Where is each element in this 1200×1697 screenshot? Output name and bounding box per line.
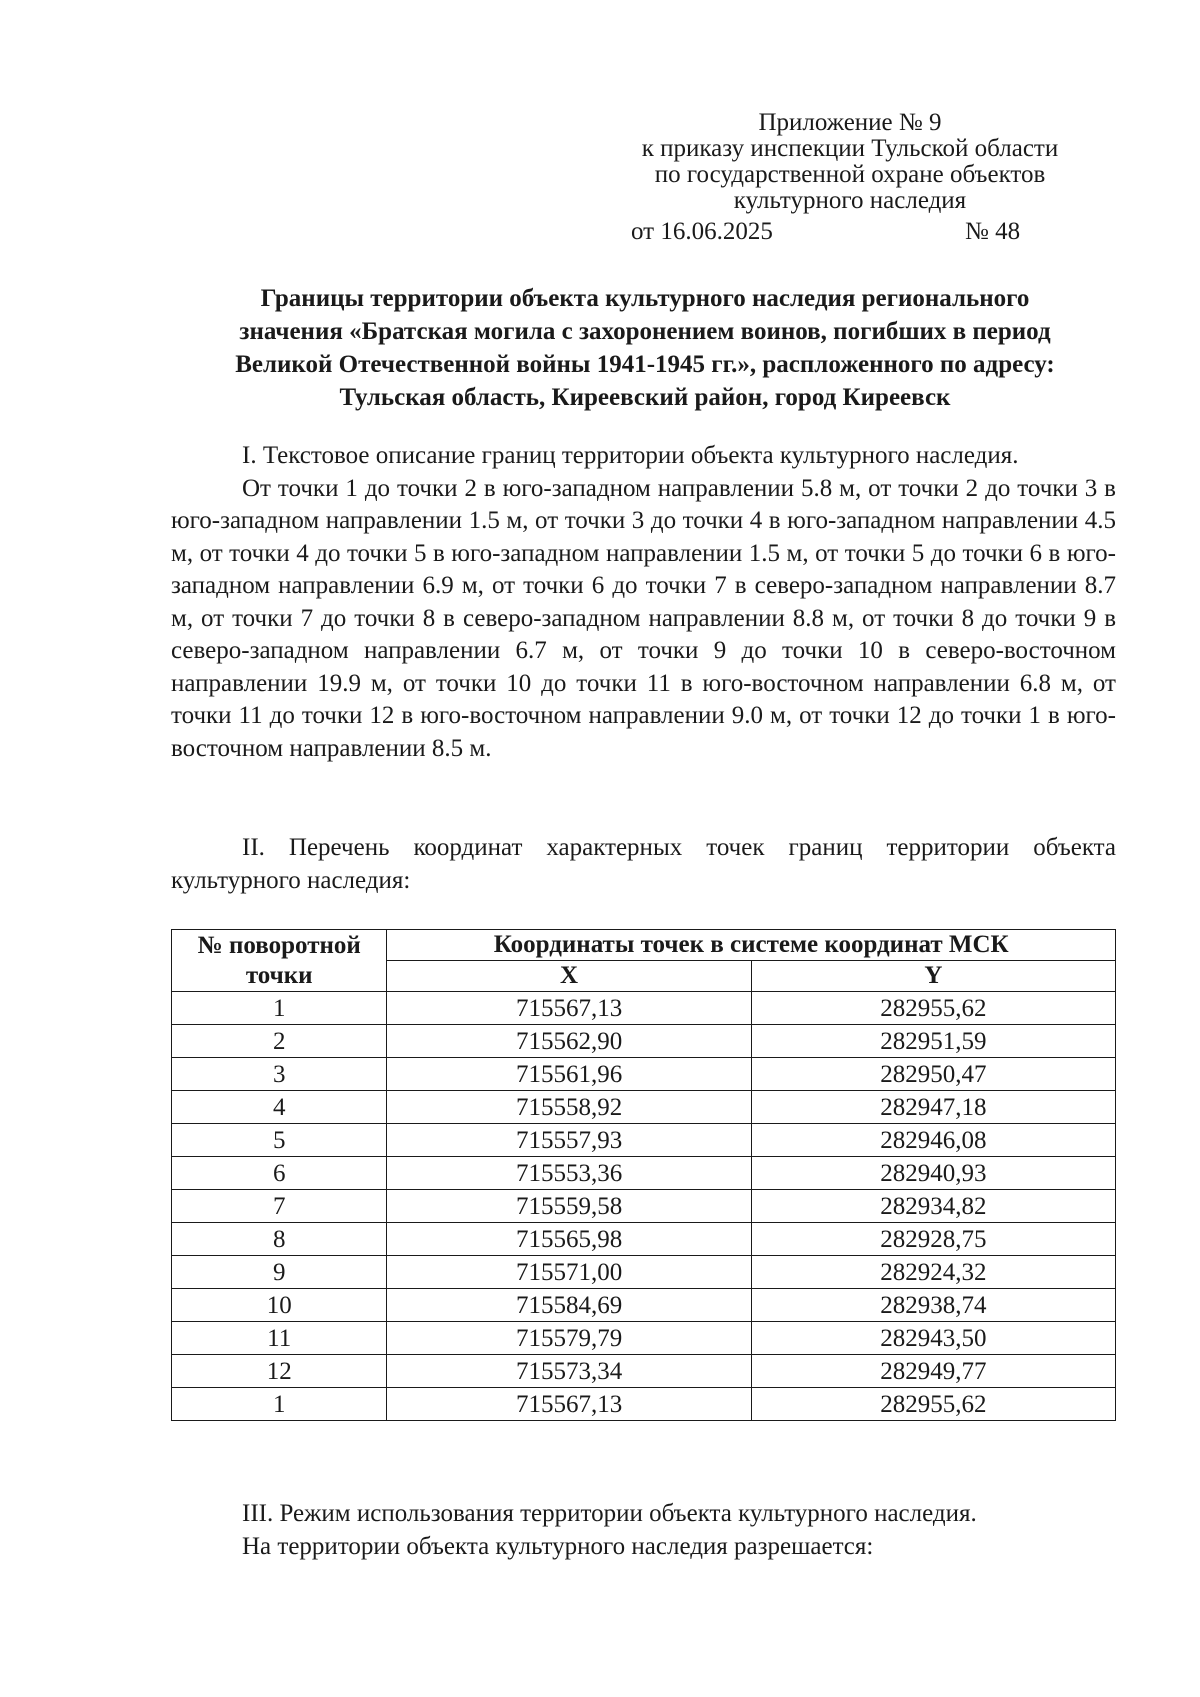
y-value: 282955,62 (751, 992, 1115, 1025)
y-value: 282943,50 (751, 1322, 1115, 1355)
point-number: 12 (172, 1355, 387, 1388)
point-number: 8 (172, 1223, 387, 1256)
section3-paragraph: На территории объекта культурного наследия разрешается: (242, 1532, 874, 1560)
section1-paragraph: От точки 1 до точки 2 в юго-западном направлении 5.8 м, от точки 2 до точки 3 в юго-западном направлении 1.5 м, от точки 3 до точки 4 в юго-западном направлении 4.5 м, от точки 4 до точки 5 в юго-западном направлении 1.5 м, от точки 5 до точки 6 в юго-западном направлении 6.9 м, от точки 6 до точки 7 в северо-западном направлении 8.7 м, от точки 7 до точки 8 в северо-западном направлении 8.8 м, от точки 8 до точки 9 в северо-западном направлении 6.7 м, от точки 9 до точки 10 в северо-восточном направлении 19.9 м, от точки 10 до точки 11 в юго-восточном направлении 6.8 м, от точки 11 до точки 12 в юго-восточном направлении 9.0 м, от точки 12 до точки 1 в юго-восточном направлении 8.5 м. (171, 474, 1116, 762)
point-number: 4 (172, 1091, 387, 1124)
section-usage-regime (171, 1498, 1116, 1563)
title-line-4: Тульская область, Киреевский район, город Киреевск (339, 384, 951, 411)
table-row (172, 1256, 1116, 1289)
table-row (172, 1058, 1116, 1091)
point-number: 1 (172, 1388, 387, 1421)
y-value: 282924,32 (751, 1256, 1115, 1289)
x-value: 715557,93 (387, 1124, 751, 1157)
point-number: 11 (172, 1322, 387, 1355)
point-number: 3 (172, 1058, 387, 1091)
point-number-header: № поворотной точки (172, 930, 387, 992)
document-title (170, 282, 1120, 414)
point-number: 5 (172, 1124, 387, 1157)
appendix-order-ref-3: культурного наследия (733, 187, 967, 214)
x-value: 715584,69 (387, 1289, 751, 1322)
appendix-number: Приложение № 9 (758, 109, 942, 136)
appendix-order-ref-2: по государственной охране объектов (654, 161, 1046, 188)
point-number: 2 (172, 1025, 387, 1058)
y-value: 282928,75 (751, 1223, 1115, 1256)
section-coordinates-intro (171, 832, 1116, 897)
point-number: 9 (172, 1256, 387, 1289)
table-row (172, 1091, 1116, 1124)
y-value: 282949,77 (751, 1355, 1115, 1388)
x-value: 715567,13 (387, 992, 751, 1025)
x-value: 715558,92 (387, 1091, 751, 1124)
table-row (172, 992, 1116, 1025)
x-value: 715562,90 (387, 1025, 751, 1058)
x-value: 715579,79 (387, 1322, 751, 1355)
y-header: Y (751, 961, 1115, 992)
point-number: 6 (172, 1157, 387, 1190)
section1-heading: I. Текстовое описание границ территории объекта культурного наследия. (242, 442, 1019, 469)
title-line-1: Границы территории объекта культурного наследия регионального (260, 285, 1030, 312)
x-header: X (387, 961, 751, 992)
y-value: 282934,82 (751, 1190, 1115, 1223)
point-number: 1 (172, 992, 387, 1025)
y-value: 282946,08 (751, 1124, 1115, 1157)
coordinates-header: Координаты точек в системе координат МСК (387, 930, 1116, 961)
appendix-header (600, 110, 1100, 214)
order-number: № 48 (965, 218, 1021, 245)
title-line-3: Великой Отечественной войны 1941-1945 гг.», распложенного по адресу: (235, 351, 1055, 378)
table-row (172, 1025, 1116, 1058)
table-row (172, 1322, 1116, 1355)
x-value: 715565,98 (387, 1223, 751, 1256)
x-value: 715559,58 (387, 1190, 751, 1223)
table-row (172, 1223, 1116, 1256)
y-value: 282940,93 (751, 1157, 1115, 1190)
y-value: 282947,18 (751, 1091, 1115, 1124)
table-row (172, 1388, 1116, 1421)
order-date: от 16.06.2025 (631, 218, 773, 245)
coordinates-table (171, 929, 1116, 1421)
x-value: 715573,34 (387, 1355, 751, 1388)
y-value: 282938,74 (751, 1289, 1115, 1322)
appendix-order-ref: к приказу инспекции Тульской области (641, 135, 1059, 162)
x-value: 715571,00 (387, 1256, 751, 1289)
table-row (172, 1190, 1116, 1223)
point-number: 10 (172, 1289, 387, 1322)
y-value: 282951,59 (751, 1025, 1115, 1058)
point-number: 7 (172, 1190, 387, 1223)
table-row (172, 1124, 1116, 1157)
table-row (172, 1289, 1116, 1322)
table-row (172, 1157, 1116, 1190)
x-value: 715561,96 (387, 1058, 751, 1091)
title-line-2: значения «Братская могила с захоронением воинов, погибших в период (239, 318, 1051, 345)
section-text-description (171, 440, 1116, 765)
y-value: 282955,62 (751, 1388, 1115, 1421)
section2-paragraph: II. Перечень координат характерных точек границ территории объекта культурного наследия: (171, 834, 1116, 894)
table-row (172, 1355, 1116, 1388)
section3-heading: III. Режим использования территории объекта культурного наследия. (242, 1500, 977, 1527)
x-value: 715553,36 (387, 1157, 751, 1190)
x-value: 715567,13 (387, 1388, 751, 1421)
y-value: 282950,47 (751, 1058, 1115, 1091)
